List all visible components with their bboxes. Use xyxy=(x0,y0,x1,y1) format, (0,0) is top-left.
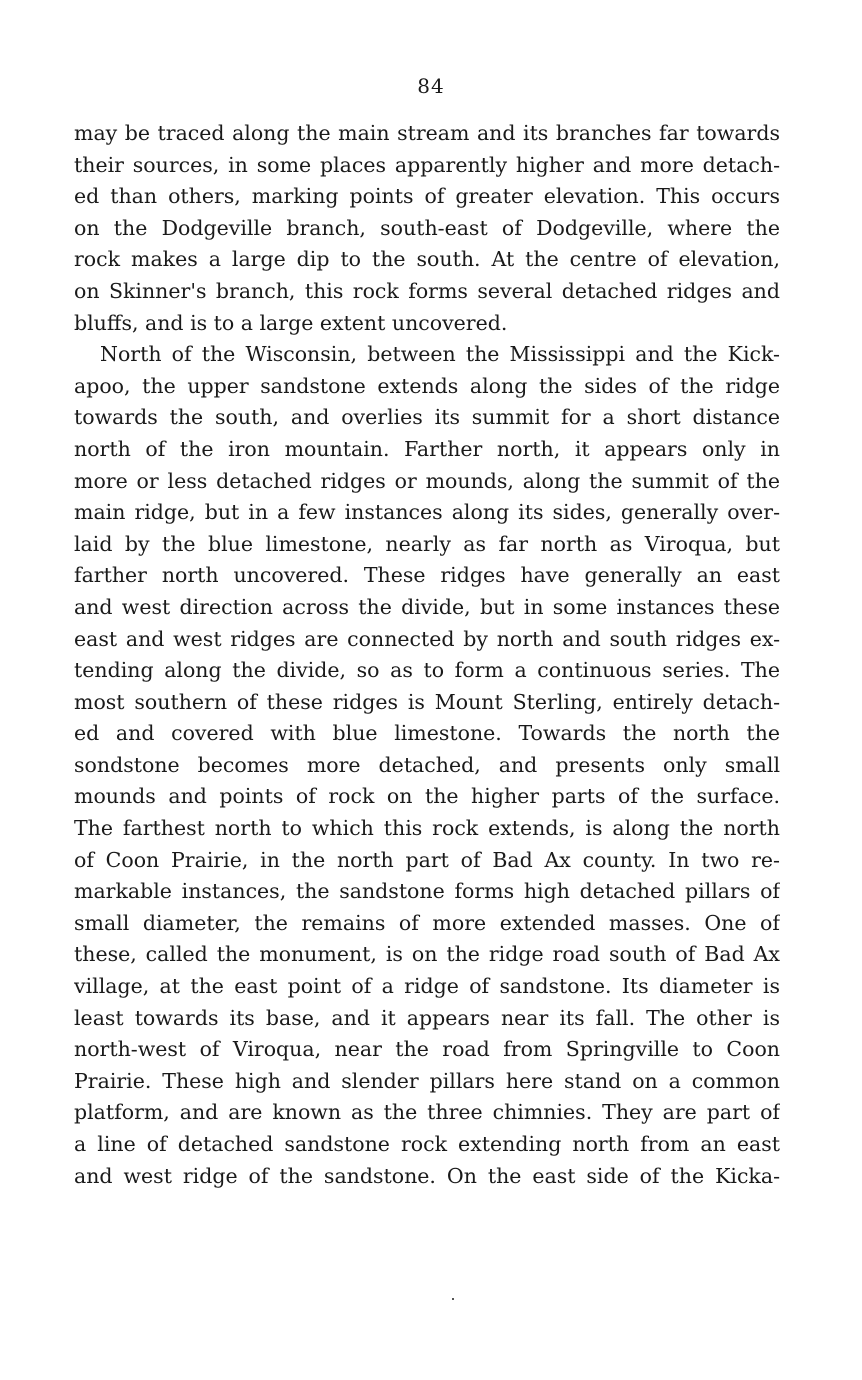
text-line: main ridge, but in a few instances along its sides, generally over- xyxy=(74,500,780,525)
text-line: platform, and are known as the three chimnies. They are part of xyxy=(74,1100,780,1125)
text-line: farther north uncovered. These ridges have generally an east xyxy=(74,563,780,588)
text-line: least towards its base, and it appears near its fall. The other is xyxy=(74,1005,780,1030)
text-line: mounds and points of rock on the higher parts of the surface. xyxy=(74,784,780,809)
ink-speck xyxy=(452,1298,454,1300)
text-line: north of the iron mountain. Farther north, it appears only in xyxy=(74,436,780,461)
text-line: of Coon Prairie, in the north part of Bad Ax county. In two re- xyxy=(74,847,780,872)
text-line: tending along the divide, so as to form a continuous series. The xyxy=(74,658,780,683)
text-line: apoo, the upper sandstone extends along the sides of the ridge xyxy=(74,373,780,398)
text-line: and west ridge of the sandstone. On the east side of the Kicka- xyxy=(74,1163,780,1188)
text-line: on Skinner's branch, this rock forms several detached ridges and xyxy=(74,278,780,303)
text-line: bluffs, and is to a large extent uncovered. xyxy=(74,310,508,335)
text-line: laid by the blue limestone, nearly as far north as Viroqua, but xyxy=(74,531,780,556)
text-line: The farthest north to which this rock extends, is along the north xyxy=(74,816,780,841)
text-line: may be traced along the main stream and its branches far towards xyxy=(74,121,780,145)
text-line: village, at the east point of a ridge of sandstone. Its diameter is xyxy=(74,974,780,999)
text-line: Prairie. These high and slender pillars here stand on a common xyxy=(74,1068,780,1093)
text-line: rock makes a large dip to the south. At the centre of elevation, xyxy=(74,247,780,272)
text-line: markable instances, the sandstone forms high detached pillars of xyxy=(74,879,780,904)
text-line: a line of detached sandstone rock extending north from an east xyxy=(74,1132,780,1156)
text-line: their sources, in some places apparently higher and more detach- xyxy=(74,152,780,177)
text-line: small diameter, the remains of more extended masses. One of xyxy=(74,910,780,935)
text-line: and west direction across the divide, but in some instances these xyxy=(74,594,780,619)
text-line: towards the south, and overlies its summit for a short distance xyxy=(74,405,780,430)
text-line: ed and covered with blue limestone. Towards the north the xyxy=(74,721,780,746)
page-number: 84 xyxy=(417,74,445,98)
text-line: sondstone becomes more detached, and presents only small xyxy=(74,752,780,777)
text-line: ed than others, marking points of greater elevation. This occurs xyxy=(74,184,780,209)
text-line: east and west ridges are connected by north and south ridges ex- xyxy=(74,626,780,651)
text-line: North of the Wisconsin, between the Mississippi and the Kick- xyxy=(100,342,780,367)
text-line: more or less detached ridges or mounds, along the summit of the xyxy=(74,468,780,493)
text-line: most southern of these ridges is Mount Sterling, entirely detach- xyxy=(74,689,780,714)
text-line: north-west of Viroqua, near the road from Springville to Coon xyxy=(74,1037,780,1062)
text-line: on the Dodgeville branch, south-east of Dodgeville, where the xyxy=(74,215,780,240)
body-text xyxy=(74,118,780,1192)
text-line: these, called the monument, is on the ridge road south of Bad Ax xyxy=(74,942,780,967)
